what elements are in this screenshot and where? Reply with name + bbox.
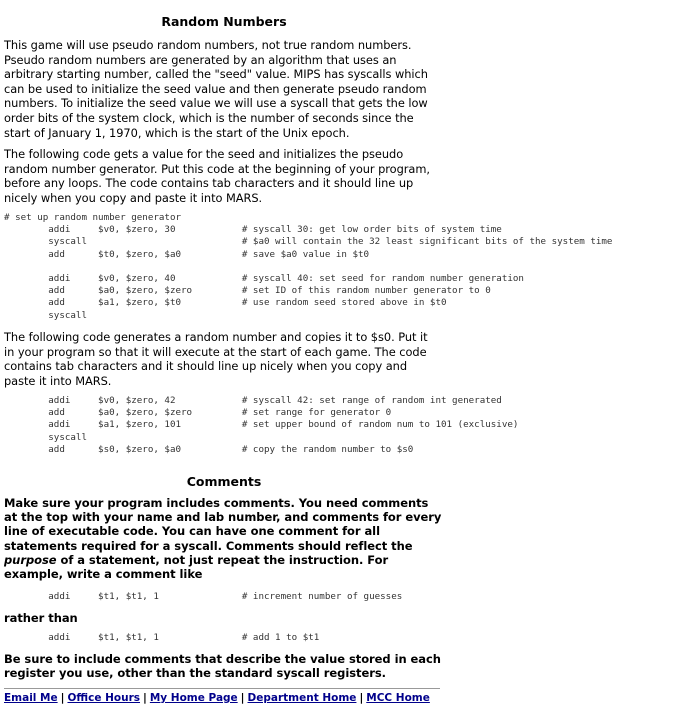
- code-example-bad: addi $t1, $t1, 1 # add 1 to $t1: [4, 632, 320, 643]
- footer-nav: [4, 692, 430, 704]
- code-example-good: addi $t1, $t1, 1 # increment number of guesses: [4, 591, 403, 602]
- footer-separator: |: [240, 692, 245, 704]
- text-rather-than: rather than: [4, 611, 78, 625]
- code-block-seed: # set up random number generator addi $v0, $zero, 30 # syscall 30: get low order bits of system time syscall # $a0 will contain the 32 least significant bits of the system time add $t0, $zero, $a0 # save $a0 value in $t0 addi $v0, $zero, 40 # syscall 40: set seed for random number generation add $a0, $zero, $zero # set ID of this random number generator to 0 add $a1, $zero, $t0 # use random seed stored above in $t0 syscall: [4, 212, 613, 321]
- emphasis-purpose: purpose: [4, 552, 57, 567]
- footer-separator: |: [143, 692, 147, 704]
- paragraph-random-intro: This game will use pseudo random numbers, not true random numbers. Pseudo random numbers are generated by an algorithm that uses an arbitrary starting number, called the "seed" value. MIPS has syscalls which can be used to initialize the seed value and then generate pseudo random numbers. To initialize the seed value we will use a syscall that gets the low order bits of the system clock, which is the number of seconds since the start of January 1, 1970, which is the start of the Unix epoch.: [4, 38, 428, 140]
- link-department-home[interactable]: Department Home: [247, 692, 357, 704]
- link-my-home-page[interactable]: My Home Page: [149, 692, 238, 704]
- footer-divider: [4, 688, 440, 689]
- heading-random-numbers: Random Numbers: [161, 14, 287, 29]
- paragraph-generate-intro: The following code generates a random number and copies it to $s0. Put it in your program so that it will execute at the start of each game. The code contains tab characters and it should line up nicely when you copy and paste it into MARS.: [4, 330, 428, 388]
- link-mcc-home[interactable]: MCC Home: [366, 692, 430, 704]
- footer-separator: |: [359, 692, 364, 704]
- link-email-me[interactable]: Email Me: [4, 692, 58, 704]
- code-block-generate: addi $v0, $zero, 42 # syscall 42: set range of random int generated add $a0, $zero, $zero # set range for generator 0 addi $a1, $zero, 101 # set upper bound of random num to 101 (exclusive) syscall add $s0, $zero, $a0 # copy the random number to $s0: [48, 395, 519, 455]
- paragraph-seed-intro: The following code gets a value for the seed and initializes the pseudo random number generator. Put this code at the beginning of your program, before any loops. The code contains tab characters and it should line up nicely when you copy and paste it into MARS.: [4, 147, 430, 205]
- heading-comments: Comments: [186, 474, 262, 489]
- footer-separator: |: [60, 692, 65, 704]
- paragraph-register-comments: Be sure to include comments that describe the value stored in each register you use, other than the standard syscall registers.: [4, 652, 441, 681]
- link-office-hours[interactable]: Office Hours: [67, 692, 141, 704]
- paragraph-comments-intro: Make sure your program includes comments. You need comments at the top with your name and lab number, and comments for every line of executable code. You can have one comment for all statements required for a syscall. Comments should reflect the purpose of a statement, not just repeat the instruction. For example, write a comment like: [4, 496, 442, 582]
